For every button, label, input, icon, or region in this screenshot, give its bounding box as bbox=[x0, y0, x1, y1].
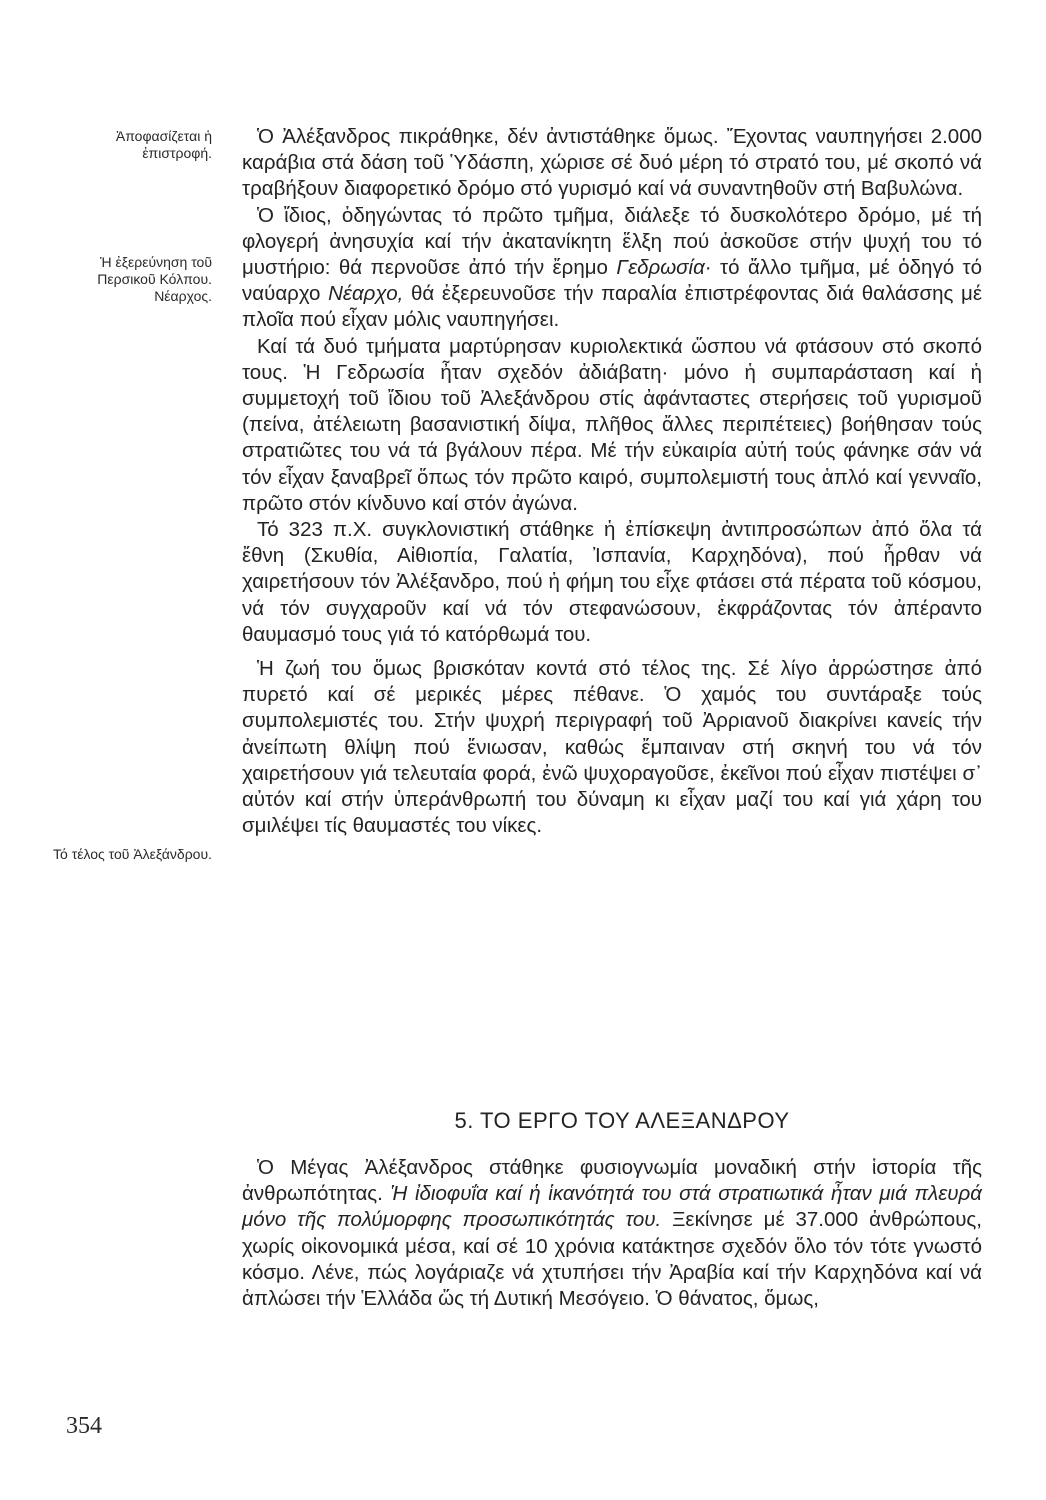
section-5-text bbox=[242, 1155, 982, 1312]
margin-note-persian-gulf: Ἡ ἐξερεύνηση τοῦ Περσικοῦ Κόλπου. Νέαρχος. bbox=[97, 254, 212, 304]
paragraph-4: Τό 323 π.Χ. συγκλονιστική στάθηκε ἡ ἐπίσκεψη ἀντιπροσώπων ἀπό ὅλα τά ἔθνη (Σκυθία, Αἰθιοπία, Γαλατία, Ἰσπανία, Καρχηδόνα), πού ἦρθαν νά χαιρετήσουν τόν Ἀλέξανδρο, πού ἡ φήμη του εἶχε φτάσει στά πέρατα τοῦ κόσμου, νά τόν συγχαροῦν καί νά τόν στεφανώσουν, ἐκφράζοντας τόν ἀπέραντο θαυμασμό τους γιά τό κατόρθωμά του. bbox=[242, 518, 982, 646]
paragraph-6 bbox=[242, 1155, 982, 1312]
section-heading: 5. ΤΟ ΕΡΓΟ ΤΟΥ ΑΛΕΞΑΝΔΡΟΥ bbox=[454, 1108, 790, 1133]
paragraph-6-part-b: Ξεκίνησε μέ 37.000 ἀνθρώπους, χωρίς οἰκονομικά μέσα, καί σέ 10 χρόνια κατάκτησε σχεδόν ὅλο τόν τότε γνωστό κόσμο. Λένε, πώς λογάριαζε νά χτυπήσει τήν Ἀραβία καί τήν Καρχηδόνα καί νά ἁπλώσει τήν Ἑλλάδα ὥς τή Δυτική Μεσόγειο. Ὁ θάνατος, ὅμως, bbox=[242, 1208, 982, 1311]
paragraph-6-part-a: Ὁ Μέγας Ἀλέξανδρος στάθηκε φυσιογνωμία μοναδική στήν ἱστορία τῆς ἀνθρωπότητας. bbox=[242, 1156, 982, 1206]
paragraph-2-part-b: τό ἄλλο τμῆμα, μέ ὁδηγό τό ναύαρχο bbox=[242, 256, 983, 306]
page-number: 354 bbox=[66, 1413, 102, 1439]
main-text-column bbox=[242, 124, 982, 839]
term-gedrosia: Γεδρωσία· bbox=[616, 256, 712, 280]
paragraph-3: Καί τά δυό τμήματα μαρτύρησαν κυριολεκτικά ὥσπου νά φτάσουν στό σκοπό τους. Ἡ Γεδρωσία ἦταν σχεδόν ἀδιάβατη· μόνο ἡ συμπαράσταση καί ἡ συμμετοχή τοῦ ἴδιου τοῦ Ἀλεξάνδρου στίς ἀφάνταστες στερήσεις τοῦ γυρισμοῦ (πείνα, ἀτέλειωτη βασανιστική δίψα, πλῆθος ἄλλες περιπέτειες) βοήθησαν τούς στρατιῶτες του νά τά βγάλουν πέρα. Μέ τήν εὐκαιρία αὐτή τούς φάνηκε σάν νά τόν εἶχαν ξαναβρεῖ ὅπως τόν πρῶτο καιρό, συμπολεμιστή τους ἁπλό καί γενναῖο, πρῶτο στόν κίνδυνο καί στόν ἀγώνα. bbox=[242, 334, 982, 515]
paragraph-2-part-a: Ὁ ἴδιος, ὁδηγώντας τό πρῶτο τμῆμα, διάλεξε τό δυσκολότερο δρόμο, μέ τή φλογερή ἀνησυχία καί τήν ἀκατανίκητη ἕλξη πού ἀσκοῦσε στήν ψυχή του τό μυστήριο: θά περνοῦσε ἀπό τήν ἔρημο bbox=[242, 203, 982, 280]
paragraph-6-italic: Ἡ ἰδιοφυΐα καί ἡ ἱκανότητά του στά στρατιωτικά ἦταν μιά πλευρά μόνο τῆς πολύμορφης προσωπικότητάς του. bbox=[242, 1182, 982, 1232]
paragraph-5: Ἡ ζωή του ὅμως βρισκόταν κοντά στό τέλος της. Σέ λίγο ἀρρώστησε ἀπό πυρετό καί σέ μερικές μέρες πέθανε. Ὁ χαμός του συντάραξε τούς συμπολεμιστές του. Στήν ψυχρή περιγραφή τοῦ Ἀρριανοῦ διακρίνει κανείς τήν ἀνείπωτη θλίψη πού ἔνιωσαν, καθώς ἔμπαιναν στή σκηνή του νά τόν χαιρετήσουν γιά τελευταία φορά, ἐνῶ ψυχοραγοῦσε, ἐκεῖνοι πού εἶχαν πιστέψει σ᾽ αὐτόν καί στήν ὑπεράνθρωπή του δύναμη κι εἶχαν μαζί του καί γιά χάρη του σμιλέψει τίς θαυμαστές του νίκες. bbox=[242, 657, 982, 838]
margin-note-return: Ἀποφασίζεται ἡ ἐπιστροφή. bbox=[115, 128, 212, 161]
paragraph-2-part-c: θά ἐξερευνοῦσε τήν παραλία ἐπιστρέφοντας διά θαλάσσης μέ πλοῖα πού εἶχαν μόλις ναυπηγήσει. bbox=[242, 282, 982, 332]
term-nearchos: Νέαρχο, bbox=[328, 282, 404, 306]
paragraph-2 bbox=[242, 203, 982, 334]
paragraph-1: Ὁ Ἀλέξανδρος πικράθηκε, δέν ἀντιστάθηκε ὅμως. Ἔχοντας ναυπηγήσει 2.000 καράβια στά δάση τοῦ Ὑδάσπη, χώρισε σέ δυό μέρη τό στρατό του, μέ σκοπό νά τραβήξουν διαφορετικό δρόμο στό γυρισμό καί νά συναντηθοῦν στή Βαβυλώνα. bbox=[242, 125, 982, 201]
margin-note-end-of-alexander: Τό τέλος τοῦ Ἀλεξάνδρου. bbox=[53, 846, 212, 862]
